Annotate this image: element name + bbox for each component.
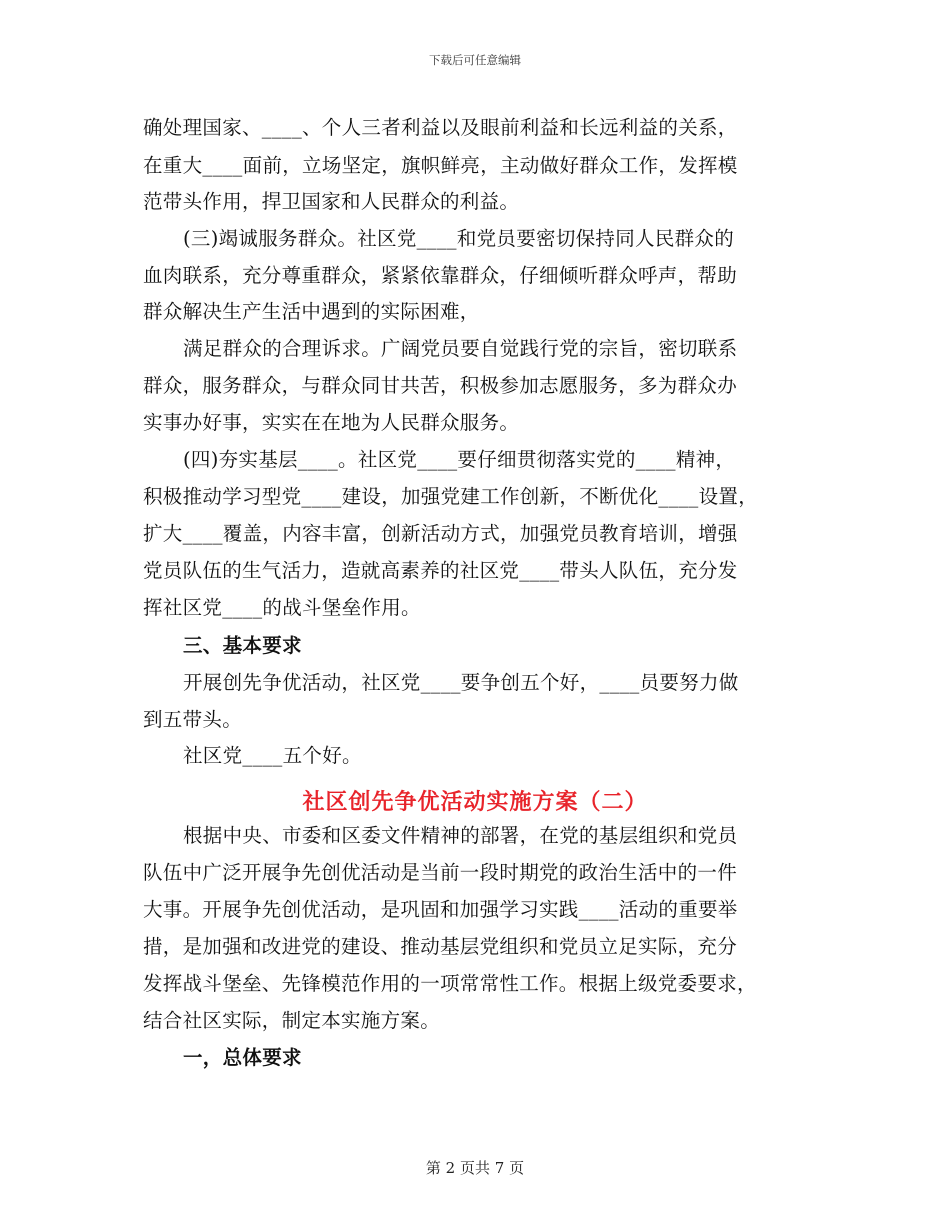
section-heading-overall-requirements: 一，总体要求 <box>183 1046 302 1069</box>
body-line: 结合社区实际，制定本实施方案。 <box>143 1009 441 1032</box>
body-line: 积极推动学习型党____建设，加强党建工作创新，不断优化____设置， <box>143 485 758 508</box>
page-header: 下载后可任意编辑 <box>429 53 521 67</box>
body-line: 大事。开展争先创优活动，是巩固和加强学习实践____活动的重要举 <box>143 898 738 921</box>
body-line: 措，是加强和改进党的建设、推动基层党组织和党员立足实际，充分 <box>143 935 738 958</box>
body-line: 满足群众的合理诉求。广阔党员要自觉践行党的宗旨，密切联系 <box>183 337 738 360</box>
section-four-line: (四)夯实基层____。社区党____要仔细贯彻落实党的____精神， <box>183 448 736 471</box>
body-line: 范带头作用，捍卫国家和人民群众的利益。 <box>143 190 520 213</box>
document-title: 社区创先争优活动实施方案（二） <box>302 789 648 815</box>
body-line: 开展创先争优活动，社区党____要争创五个好，____员要努力做 <box>183 671 739 694</box>
page-footer: 第 2 页共 7 页 <box>425 1159 525 1177</box>
body-line: 确处理国家、____、个人三者利益以及眼前利益和长远利益的关系， <box>143 116 738 139</box>
section-three-line: (三)竭诚服务群众。社区党____和党员要密切保持同人民群众的 <box>183 227 735 250</box>
body-line: 实事办好事，实实在在地为人民群众服务。 <box>143 411 520 434</box>
body-line: 党员队伍的生气活力，造就高素养的社区党____带头人队伍，充分发 <box>143 559 738 582</box>
body-line: 群众，服务群众，与群众同甘共苦，积极参加志愿服务，多为群众办 <box>143 374 738 397</box>
body-line: 到五带头。 <box>143 708 243 731</box>
body-line: 队伍中广泛开展争先创优活动是当前一段时期党的政治生活中的一件 <box>143 861 738 884</box>
body-line: 扩大____覆盖，内容丰富，创新活动方式，加强党员教育培训，增强 <box>143 522 738 545</box>
body-line: 挥社区党____的战斗堡垒作用。 <box>143 596 421 619</box>
body-line: 在重大____面前，立场坚定，旗帜鲜亮，主动做好群众工作，发挥模 <box>143 154 738 177</box>
body-line: 根据中央、市委和区委文件精神的部署，在党的基层组织和党员 <box>183 824 738 847</box>
body-line: 发挥战斗堡垒、先锋模范作用的一项常常性工作。根据上级党委要求， <box>143 972 757 995</box>
body-line: 社区党____五个好。 <box>183 744 362 767</box>
body-line: 血肉联系，充分尊重群众，紧紧依靠群众，仔细倾听群众呼声，帮助 <box>143 264 738 287</box>
section-heading-basic-requirements: 三、基本要求 <box>183 634 302 657</box>
body-line: 群众解决生产生活中遇到的实际困难， <box>143 300 480 323</box>
